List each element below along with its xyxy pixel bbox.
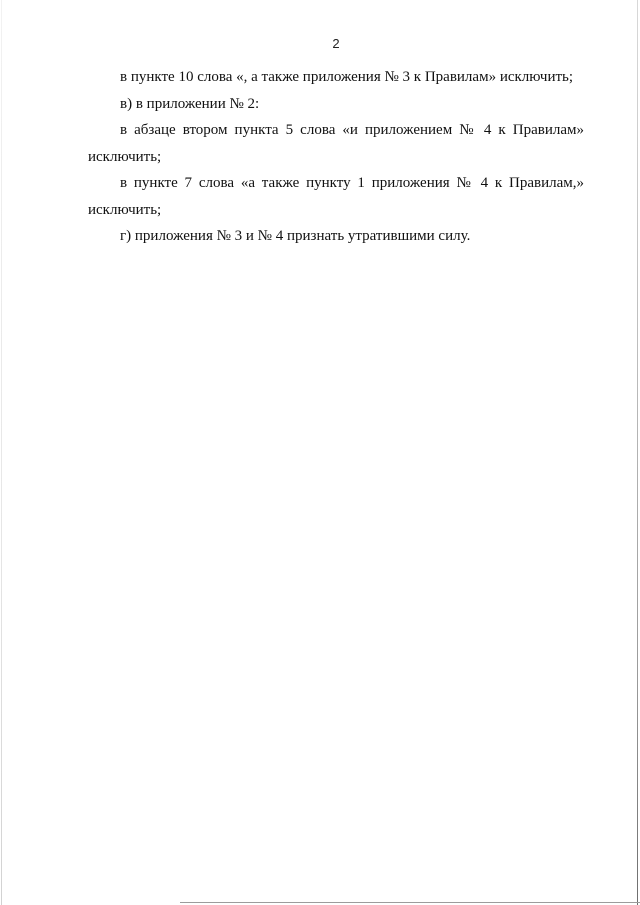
paragraph-appendices-invalid: г) приложения № 3 и № 4 признать утратившими силу. <box>120 228 471 244</box>
scan-edge-left <box>1 0 2 905</box>
scan-edge-bottom <box>180 902 640 903</box>
scan-edge-right <box>637 0 638 905</box>
paragraph-appendix-2: в) в приложении № 2: <box>120 95 260 112</box>
paragraph-item-10: в пункте 10 слова «, а также приложения № 3 к Правилам» исключить; <box>120 69 574 85</box>
document-body <box>88 64 584 250</box>
paragraph-item-5: в абзаце втором пункта 5 слова «и приложением № 4 к Правилам» исключить; <box>88 122 584 165</box>
page-number: 2 <box>332 36 340 51</box>
paragraph-item-7: в пункте 7 слова «а также пункту 1 приложения № 4 к Правилам,» исключить; <box>88 175 584 218</box>
